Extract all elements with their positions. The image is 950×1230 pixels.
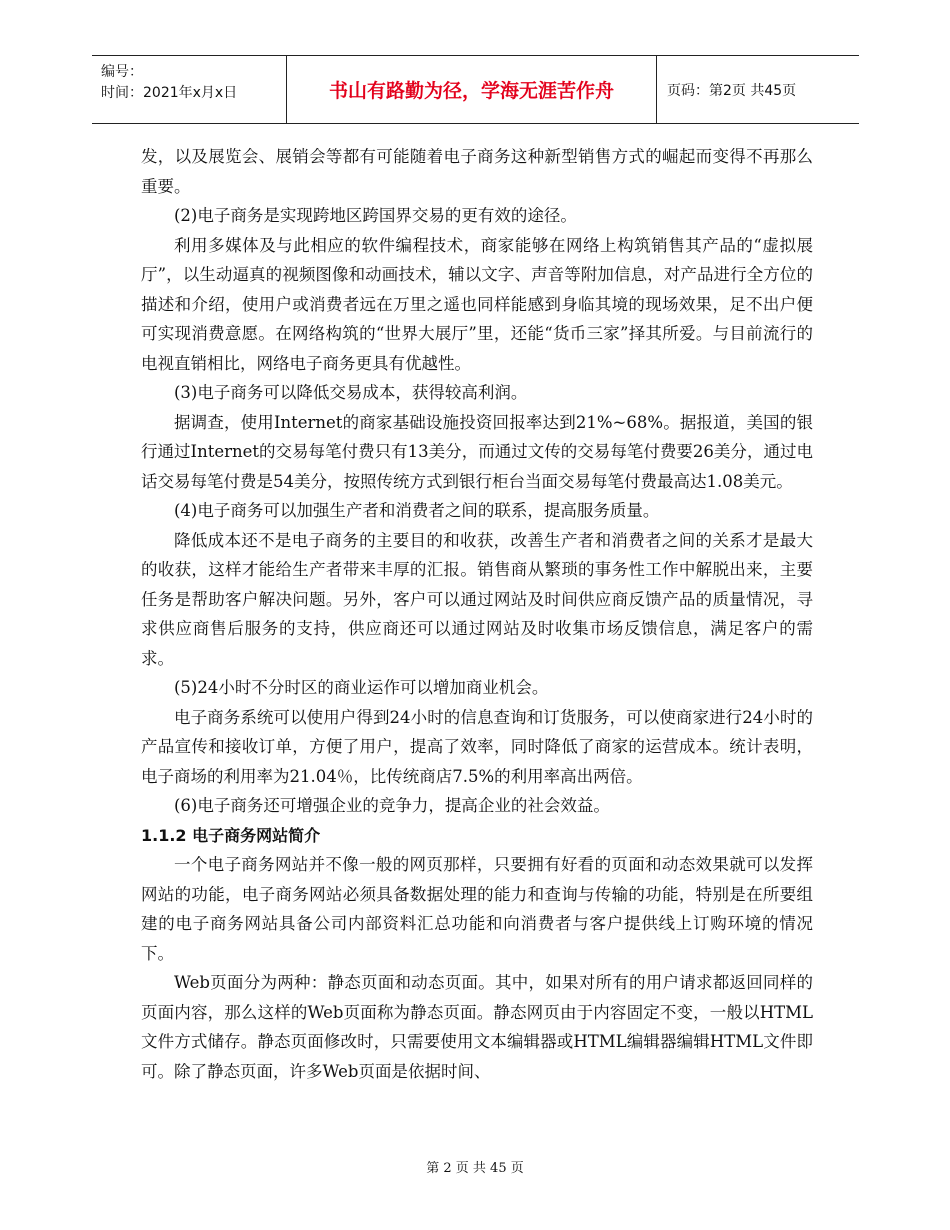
paragraph: (5)24小时不分时区的商业运作可以增加商业机会。 [174, 678, 549, 697]
paragraph: 据调查，使用Internet的商家基础设施投资回报率达到21%~68%。据报道，美国的银行通过Internet的交易每笔付费只有13美分，而通过文传的交易每笔付费要26美分，通过电话交易每笔付费是54美分，按照传统方式到银行柜台当面交易每笔付费最高达1.08美元。 [141, 412, 813, 491]
header-left [92, 56, 287, 123]
paragraph: 一个电子商务网站并不像一般的网页那样，只要拥有好看的页面和动态效果就可以发挥网站的功能，电子商务网站必须具备数据处理的能力和查询与传输的功能，特别是在所要组建的电子商务网站具备公司内部资料汇总功能和向消费者与客户提供线上订购环境的情况下。 [141, 855, 813, 963]
paragraph: 电子商务系统可以使用户得到24小时的信息查询和订货服务，可以使商家进行24小时的产品宣传和接收订单，方便了用户，提高了效率，同时降低了商家的运营成本。统计表明，电子商场的利用率为21.04％，比传统商店7.5%的利用率高出两倍。 [141, 707, 813, 786]
paragraph: Web页面分为两种：静态页面和动态页面。其中，如果对所有的用户请求都返回同样的页面内容，那么这样的Web页面称为静态页面。静态网页由于内容固定不变，一般以HTML文件方式储存。静态页面修改时，只需要使用文本编辑器或HTML编辑器编辑HTML文件即可。除了静态页面，许多Web页面是依据时间、 [141, 973, 813, 1081]
page-header [92, 55, 859, 124]
paragraph: (6)电子商务还可增强企业的竞争力，提高企业的社会效益。 [174, 796, 610, 815]
header-motto: 书山有路勤为径，学海无涯苦作舟 [287, 56, 657, 123]
document-body [141, 142, 813, 1086]
time-label: 时间：2021年x月x日 [101, 85, 238, 101]
paragraph: (2)电子商务是实现跨地区跨国界交易的更有效的途径。 [174, 206, 577, 225]
section-heading: 1.1.2 电子商务网站简介 [141, 825, 321, 845]
paragraph: (3)电子商务可以降低交易成本，获得较高利润。 [174, 383, 528, 402]
paragraph: 降低成本还不是电子商务的主要目的和收获，改善生产者和消费者之间的关系才是最大的收获，这样才能给生产者带来丰厚的汇报。销售商从繁琐的事务性工作中解脱出来，主要任务是帮助客户解决问题。另外，客户可以通过网站及时间供应商反馈产品的质量情况，寻求供应商售后服务的支持，供应商还可以通过网站及时收集市场反馈信息，满足客户的需求。 [141, 530, 813, 668]
header-page-label: 页码：第2页 共45页 [667, 82, 797, 99]
paragraph: (4)电子商务可以加强生产者和消费者之间的联系，提高服务质量。 [174, 501, 660, 520]
paragraph: 发，以及展览会、展销会等都有可能随着电子商务这种新型销售方式的崛起而变得不再那么重要。 [141, 147, 813, 196]
paragraph: 利用多媒体及与此相应的软件编程技术，商家能够在网络上构筑销售其产品的“虚拟展厅”，以生动逼真的视频图像和动画技术，辅以文字、声音等附加信息，对产品进行全方位的描述和介绍，使用户或消费者远在万里之遥也同样能感到身临其境的现场效果，足不出户便可实现消费意愿。在网络构筑的“世界大展厅”里，还能“货币三家”择其所爱。与目前流行的电视直销相比，网络电子商务更具有优越性。 [141, 235, 813, 373]
number-label: 编号： [101, 64, 143, 80]
page-footer: 第 2 页 共 45 页 [426, 1161, 524, 1176]
